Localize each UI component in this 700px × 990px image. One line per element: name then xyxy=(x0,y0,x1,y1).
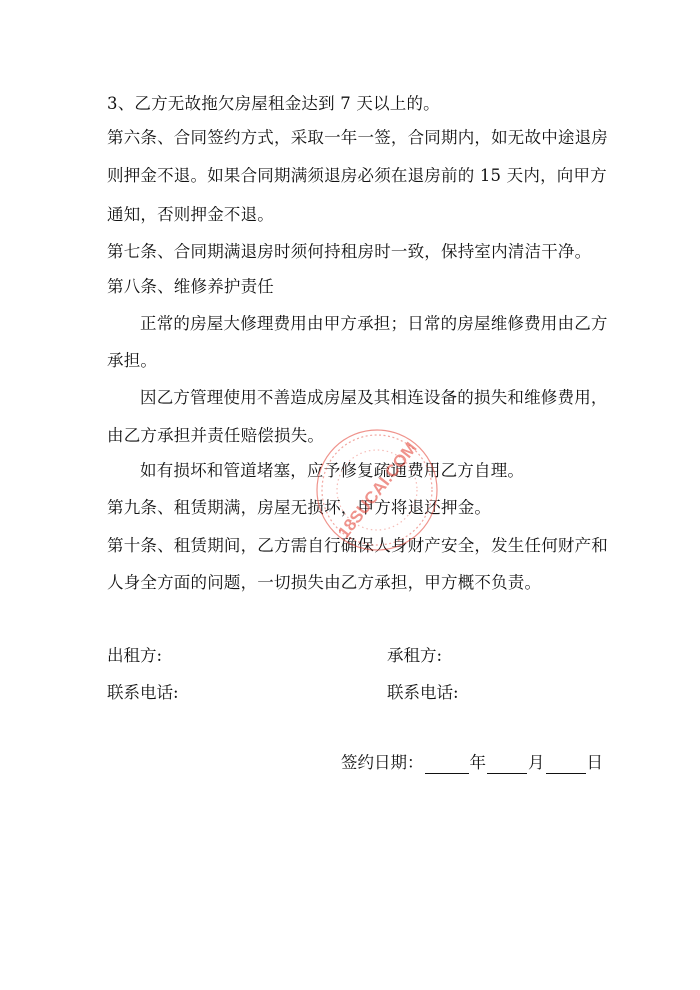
clause-line: 第十条、租赁期间，乙方需自行确保人身财产安全，发生任何财产和 xyxy=(107,536,608,555)
clause-line: 人身全方面的问题，一切损失由乙方承担，甲方概不负责。 xyxy=(107,573,542,592)
lessee-label: 承租方: xyxy=(387,646,443,665)
clause-line: 正常的房屋大修理费用由甲方承担；日常的房屋维修费用由乙方 xyxy=(140,314,608,333)
day-blank xyxy=(546,755,586,774)
month-label: 月 xyxy=(528,753,545,772)
clause-line: 第六条、合同签约方式，采取一年一签，合同期内，如无故中途退房 xyxy=(107,128,608,147)
clause-line: 因乙方管理使用不善造成房屋及其相连设备的损失和维修费用， xyxy=(140,388,608,407)
watermark-text: 18SUCAI.COM xyxy=(334,438,421,542)
clause-line: 3、乙方无故拖欠房屋租金达到 7 天以上的。 xyxy=(107,94,440,113)
clause-line: 第七条、合同期满退房时须何持租房时一致，保持室内清洁干净。 xyxy=(107,242,592,261)
lessor-label: 出租方: xyxy=(107,646,163,665)
signing-date-label: 签约日期： xyxy=(341,753,424,772)
clause-line: 承担。 xyxy=(107,351,158,370)
month-blank xyxy=(487,755,527,774)
day-label: 日 xyxy=(586,753,603,772)
lessor-phone-label: 联系电话: xyxy=(107,683,179,702)
clause-line: 由乙方承担并责任赔偿损失。 xyxy=(107,426,325,445)
lessee-phone-label: 联系电话: xyxy=(387,683,459,702)
year-blank xyxy=(425,755,469,774)
section-heading: 第八条、维修养护责任 xyxy=(107,277,274,296)
signing-date xyxy=(341,752,603,774)
stamp-rings xyxy=(317,430,437,550)
clause-line: 通知，否则押金不退。 xyxy=(107,205,274,224)
year-label: 年 xyxy=(469,753,486,772)
clause-line: 则押金不退。如果合同期满须退房必须在退房前的 15 天内，向甲方 xyxy=(107,166,607,185)
clause-line: 如有损坏和管道堵塞，应予修复疏通费用乙方自理。 xyxy=(140,461,525,480)
clause-line: 第九条、租赁期满，房屋无损坏，甲方将退还押金。 xyxy=(107,498,492,517)
